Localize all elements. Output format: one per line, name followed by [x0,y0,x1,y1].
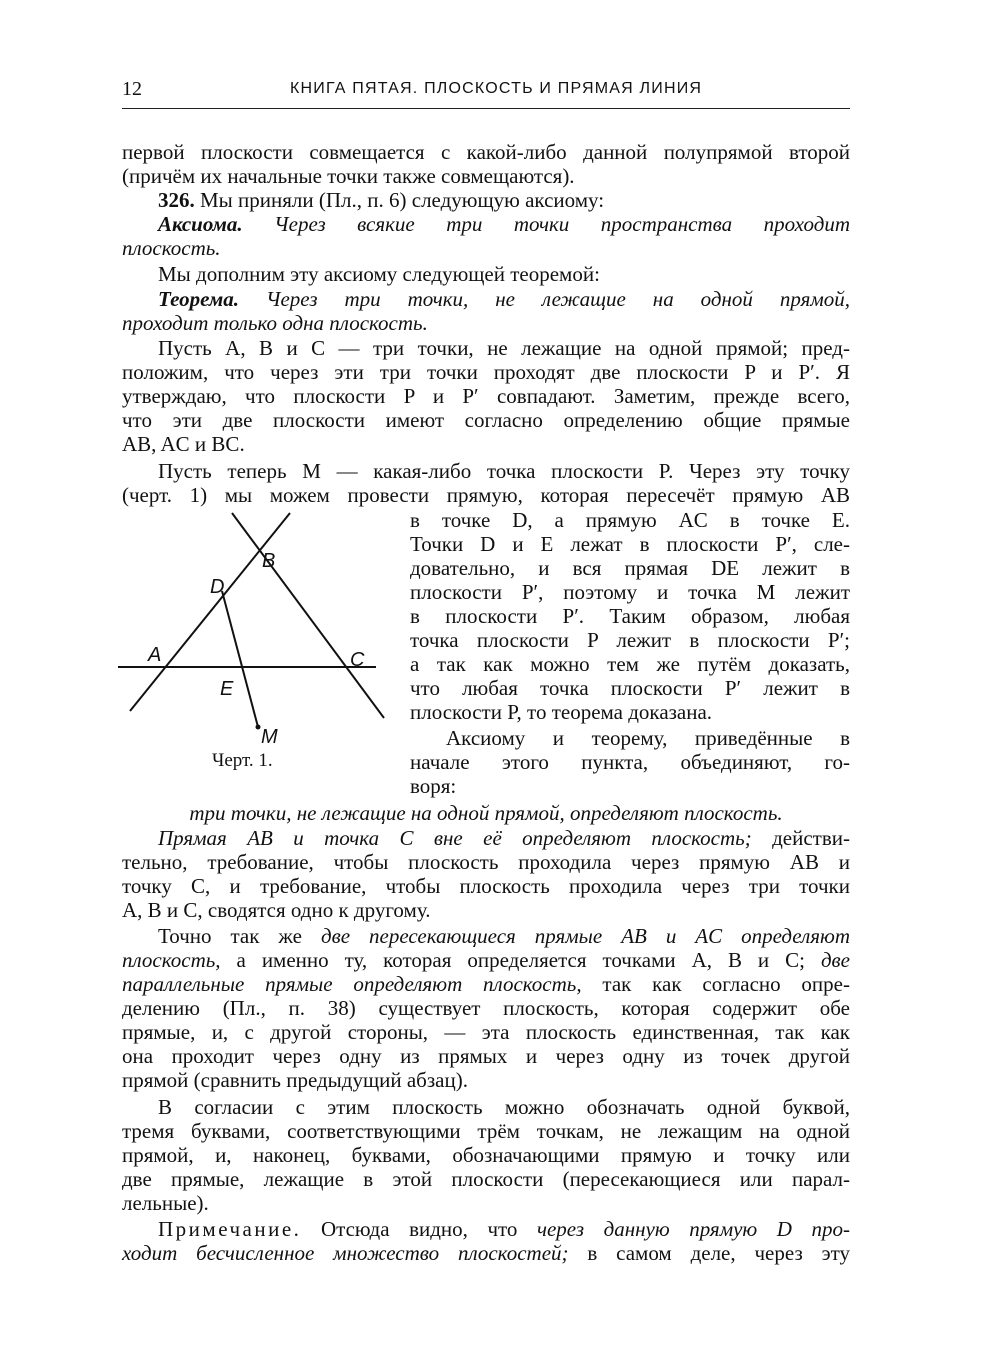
text-line: первой плоскости совмещается с какой-либо данной полупрямой второй [122,140,850,164]
line-bc [232,513,384,718]
text-line [158,826,850,850]
text-line: воря: [410,774,457,798]
text-line: прямые, и, с другой стороны, — эта плоскость единственная, так как [122,1020,850,1044]
text-line: проходит только одна плоскость. [122,311,428,335]
label-m: M [261,726,278,745]
text-line: тельно, требование, чтобы плоскость проходила через прямую AB и [122,850,850,874]
text-line: В согласии с этим плоскость можно обозначать одной буквой, [158,1095,850,1119]
section-326-line [158,188,850,212]
text-line: прямой (сравнить предыдущий абзац). [122,1068,468,1092]
label-b: B [262,550,276,572]
page-number: 12 [122,78,142,100]
text-span: так как согласно опре- [581,972,850,996]
text-line: она проходит через одну из прямых и через одну из точек другой [122,1044,850,1068]
text-line: плоскости P, то теорема доказана. [410,700,713,724]
label-d: D [210,576,225,598]
label-a: A [148,644,162,666]
text-line: в точке D, а прямую AC в точке E. [410,508,850,532]
note-line [158,1217,850,1241]
text-line: точка плоскости P лежит в плоскости P′; [410,628,850,652]
text-line [158,924,850,948]
text-span: Отсюда видно, что [301,1217,537,1241]
line-dm [222,591,258,727]
text-line: в плоскости P′. Таким образом, любая [410,604,850,628]
text-span: Точно так же [158,924,321,948]
text-span: действи- [751,826,850,850]
text-span: Через всякие три точки пространства проходит [242,212,850,236]
text-line: AB, AC и BC. [122,432,245,456]
text-line: Аксиому и теорему, приведённые в [446,726,850,750]
statement-line: три точки, не лежащие на одной прямой, определяют плоскость. [189,801,783,825]
theorem-heading: Теорема. [158,287,240,311]
text-line: положим, что через эти три точки проходят две плоскости P и P′. Я [122,360,850,384]
axiom-heading: Аксиома. [158,212,243,236]
label-c: C [350,649,365,671]
italic-statement: через данную прямую D про- [536,1217,850,1241]
text-line: утверждаю, что плоскости P и P′ совпадают. Заметим, прежде всего, [122,384,850,408]
text-line: что любая точка плоскости P′ лежит в [410,676,850,700]
text-line: что эти две плоскости имеют согласно определению общие прямые [122,408,850,432]
text-line: (черт. 1) мы можем провести прямую, которая пересечёт прямую AB [122,483,850,507]
text-line: плоскость. [122,236,221,260]
label-e: E [220,678,234,700]
text-line: (причём их начальные точки также совмещаются). [122,164,575,188]
text-line: точку C, и требование, чтобы плоскость проходила через три точки [122,874,850,898]
text-span: в самом деле, через эту [568,1241,851,1265]
running-header [122,78,850,109]
text-line [122,1241,850,1265]
italic-statement: Прямая AB и точка C вне её определяют плоскость; [158,826,752,850]
italic-statement: ходит бесчисленное множество плоскостей; [122,1241,569,1265]
line-ab [130,513,290,711]
note-heading: Примечание. [158,1217,302,1241]
text-line: тремя буквами, соответствующими трём точкам, не лежащим на одной [122,1119,850,1143]
axiom-line [158,212,850,236]
text-span: Через три точки, не лежащие на одной прямой, [239,287,850,311]
text-line: A, B и C, сводятся одно к другому. [122,898,431,922]
text-line [122,948,850,972]
figure-caption: Черт. 1. [212,750,273,771]
italic-statement: две [820,948,850,972]
text-span: а именно ту, которая определяется точками A, B и C; [220,948,821,972]
text-line: начале этого пункта, объединяют, го- [410,750,850,774]
text-line: Точки D и E лежат в плоскости P′, сле- [410,532,850,556]
text-line: делению (Пл., п. 38) существует плоскость, которая содержит обе [122,996,850,1020]
point-m [256,725,261,730]
text-line: лельные). [122,1191,209,1215]
text-line: плоскости P′, поэтому и точка M лежит [410,580,850,604]
theorem-line [158,287,850,311]
text-line: прямой, и, наконец, буквами, обозначающими прямую и точку или [122,1143,850,1167]
running-title: КНИГА ПЯТАЯ. ПЛОСКОСТЬ И ПРЯМАЯ ЛИНИЯ [290,80,703,97]
figure-1-diagram [118,505,388,745]
text-line: а так как можно тем же путём доказать, [410,652,850,676]
italic-statement: две пересекающиеся прямые AB и AC определяют [320,924,850,948]
text-line: Мы дополним эту аксиому следующей теоремой: [158,262,600,286]
text-line: довательно, и вся прямая DE лежит в [410,556,850,580]
section-number: 326. [158,188,195,212]
text-span: Мы приняли (Пл., п. 6) следующую аксиому: [194,188,605,212]
text-line [122,972,850,996]
text-line: Пусть A, B и C — три точки, не лежащие на одной прямой; пред- [158,336,850,360]
italic-statement: плоскость, [122,948,221,972]
text-line: Пусть теперь M — какая-либо точка плоскости P. Через эту точку [158,459,850,483]
text-line: две прямые, лежащие в этой плоскости (пересекающиеся или парал- [122,1167,850,1191]
italic-statement: параллельные прямые определяют плоскость, [122,972,582,996]
